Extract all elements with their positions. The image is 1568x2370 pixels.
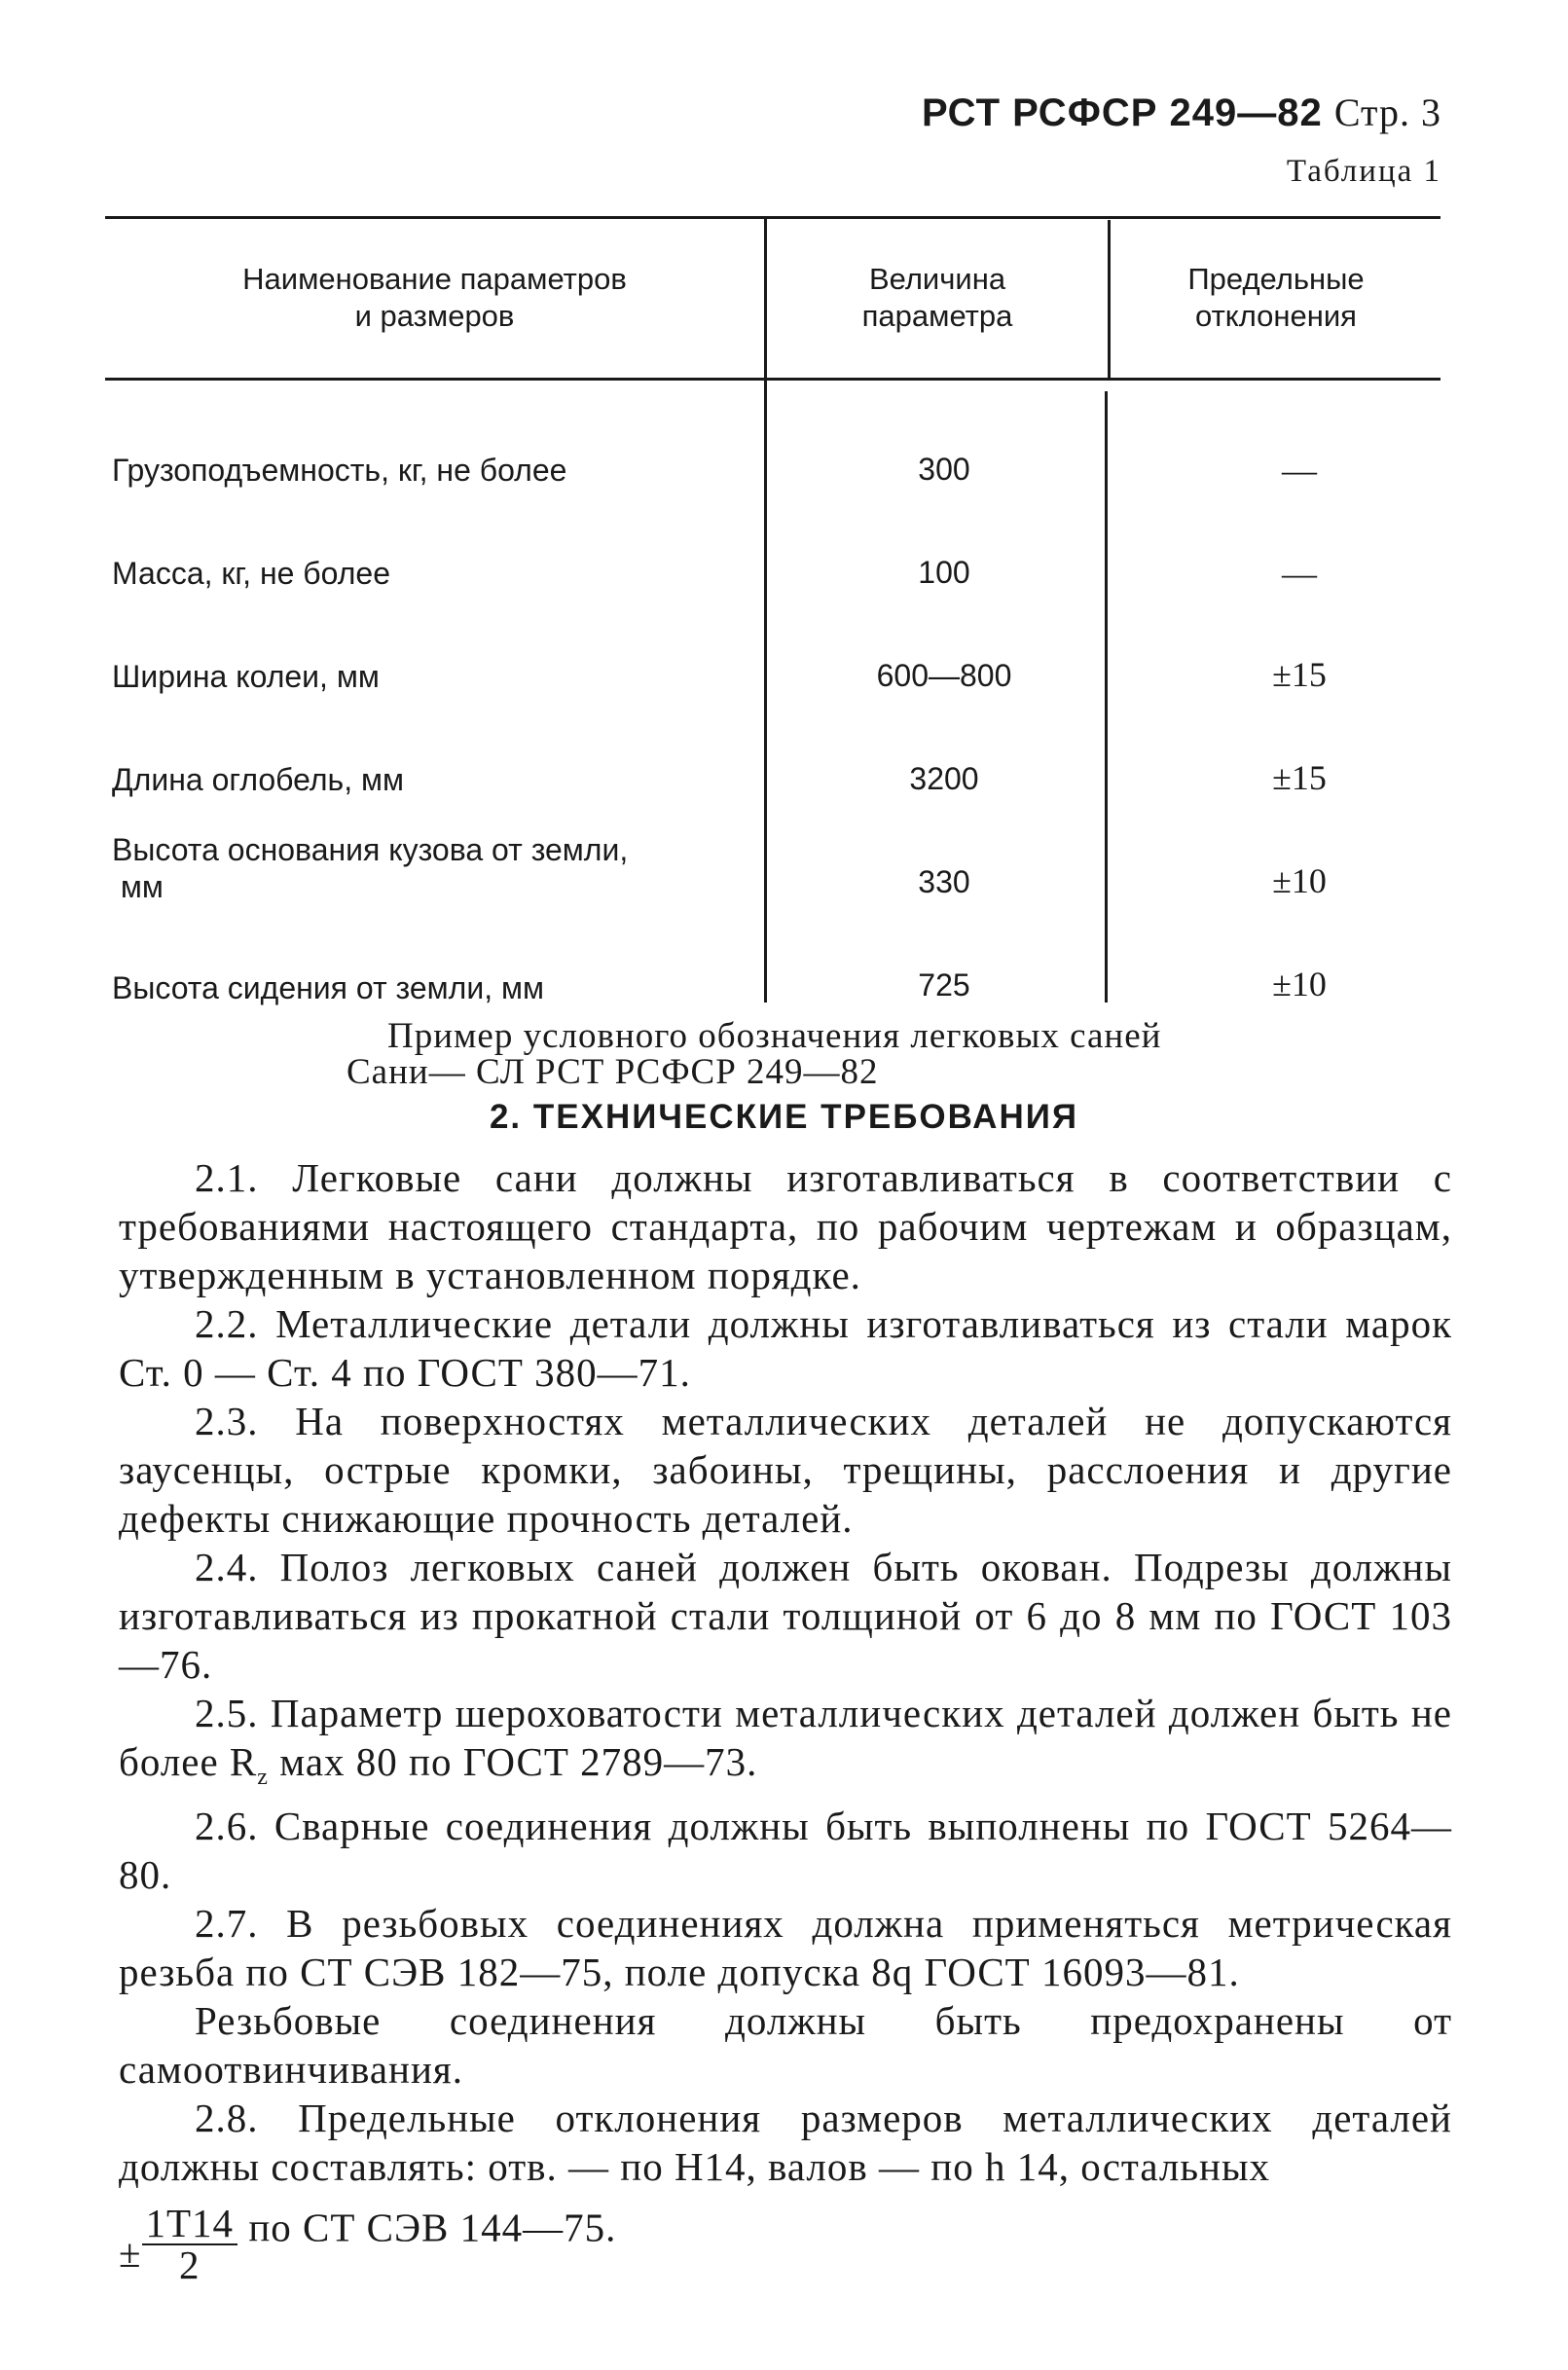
clause-2-5-subscript: z [257,1765,269,1791]
table-row-deviation: ±10 [1272,965,1327,1003]
clause-2-5-text-a: 2.5. Параметр шероховатости металлических деталей должен быть не более R [119,1691,1452,1784]
column-header-name-l2: и размеров [354,299,515,333]
table-row-name: Высота сидения от земли, мм [112,970,544,1005]
table-row-name: Ширина колеи, мм [112,659,380,694]
table-row-value: 725 [918,967,970,1003]
table-body-divider-1 [764,380,767,1003]
tolerance-formula [119,2191,1452,2288]
designation-example-line2: Сани— СЛ РСТ РСФСР 249—82 [346,1052,879,1092]
table-row-name: Высота основания кузова от земли, мм [112,832,629,904]
column-header-name-l1: Наименование параметров [242,262,627,296]
table-row-value: 100 [918,555,970,590]
table-row-value: 330 [918,864,970,899]
requirements-text [119,1153,1452,2288]
clause-2-8: 2.8. Предельные отклонения размеров металлических деталей должны составлять: отв. — по Н14, валов — по h 14, остальных [119,2096,1452,2190]
column-header-deviation [1111,261,1441,335]
column-header-deviation-l1: Предельные [1187,262,1365,296]
clause-2-7-continued: Резьбовые соединения должны быть предохранены от самоотвинчивания. [119,1998,1452,2093]
fraction-numerator: 1Т14 [142,2203,238,2245]
clause-2-7: 2.7. В резьбовых соединениях должна применяться метрическая резьба по СТ СЭВ 182—75, поле допуска 8q ГОСТ 16093—81. [119,1901,1452,1995]
table-caption: Таблица 1 [1286,154,1441,189]
table-row-name: Длина оглобель, мм [112,762,404,797]
table-row-deviation: ±15 [1272,655,1327,694]
table-top-rule [105,216,1440,219]
table-row-deviation: ±15 [1272,758,1327,797]
table-header-rule [105,378,1440,381]
column-header-value [767,261,1108,335]
table-row-deviation: — [1282,451,1317,490]
clause-2-2: 2.2. Металлические детали должны изготавливаться из стали марок Ст. 0 — Ст. 4 по ГОСТ 380—71. [119,1301,1452,1395]
section-title: 2. ТЕХНИЧЕСКИЕ ТРЕБОВАНИЯ [489,1098,1079,1136]
page-header [922,90,1441,135]
clause-2-4: 2.4. Полоз легковых саней должен быть окован. Подрезы должны изготавливаться из прокатной стали толщиной от 6 до 8 мм по ГОСТ 103—76. [119,1545,1452,1687]
column-header-value-l2: параметра [861,299,1013,333]
fraction-denominator: 2 [179,2242,201,2288]
column-header-name [105,261,764,335]
table-row-value: 3200 [909,761,979,796]
plus-minus-sign: ± [119,2231,142,2277]
page-number: Стр. 3 [1333,91,1441,134]
clause-2-1: 2.1. Легковые сани должны изготавливаться в соответствии с требованиями настоящего стандарта, по рабочим чертежам и образцам, утвержденным в установленном порядке. [119,1155,1452,1297]
table-row-deviation: — [1282,554,1317,593]
table-row-value: 300 [918,452,970,487]
table-row-deviation: ±10 [1272,861,1327,900]
fraction [142,2201,238,2288]
column-header-deviation-l2: отклонения [1195,299,1357,333]
clause-2-5-text-b: мах 80 по ГОСТ 2789—73. [268,1739,758,1784]
designation-example-line1: Пример условного обозначения легковых саней [387,1016,1162,1056]
clause-2-6: 2.6. Сварные соединения должны быть выполнены по ГОСТ 5264—80. [119,1804,1452,1898]
clause-2-3: 2.3. На поверхностях металлических деталей не допускаются заусенцы, острые кромки, забоины, трещины, расслоения и другие дефекты снижающие прочность деталей. [119,1399,1452,1541]
table-row-name: Грузоподъемность, кг, не более [112,453,567,488]
standard-code: РСТ РСФСР 249—82 [922,91,1323,134]
table-row-name: Масса, кг, не более [112,556,390,591]
clause-2-5 [119,1689,1452,1802]
formula-tail: по СТ СЭВ 144—75. [237,2205,617,2250]
table-row-value: 600—800 [876,658,1012,693]
column-header-value-l1: Величина [868,262,1006,296]
